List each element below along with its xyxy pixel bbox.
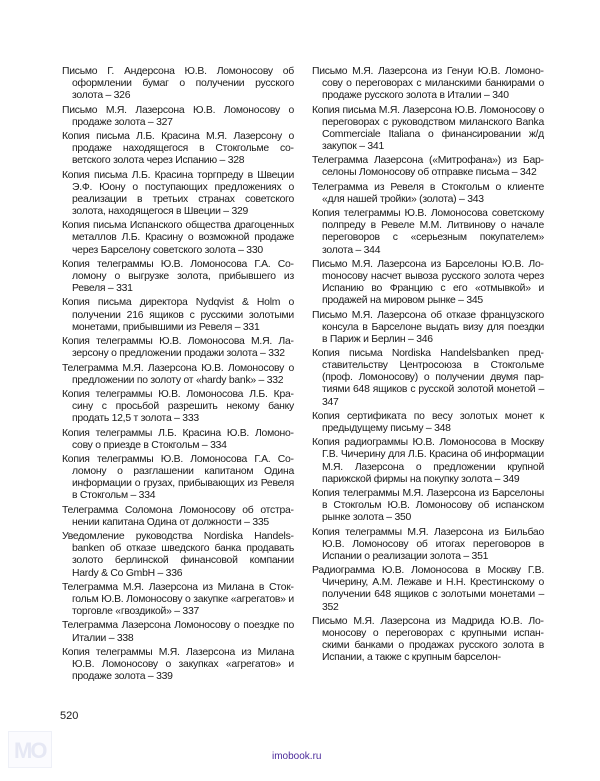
index-entry: Телеграмма Лазерсона («Митрофана») из Барселоны Ломоносову об отправке письма – 342 xyxy=(312,155,544,179)
index-entry: Телеграмма М.Я. Лазерсона из Милана в Стокгольм Ю.В. Ломоносову о закупке «агрегатов» и торговле «гвоздикой» – 337 xyxy=(62,581,294,618)
index-entry: Письмо Г. Андерсона Ю.В. Ломоносову об оформлении бумаг о получении русского золота – 326 xyxy=(62,66,294,102)
index-entry: Копия сертификата по весу золотых монет к предыдущему письму – 348 xyxy=(312,410,544,434)
index-entry: Письмо М.Я. Лазерсона из Барселоны Ю.В. Лоmоносову насчет вывоза русского золота через Испанию во Францию с его «отмывкой» и продажей на мировом рынке – 345 xyxy=(312,258,544,307)
index-entry: Копия телеграммы Ю.В. Ломоносова М.Я. Лазерсону о предложении продажи золота – 332 xyxy=(62,336,294,360)
footer-site-link[interactable]: imobook.ru xyxy=(272,751,322,762)
index-entry: Копия телеграммы М.Я. Лазерсона из Барселоны в Стокгольм Ю.В. Ломоносову об испанском рынке золота – 350 xyxy=(312,488,544,524)
index-entry: Телеграмма Лазерсона Ломоносову о поездке по Италии – 338 xyxy=(62,620,294,644)
index-entry: Копия письма Nordiska Handelsbanken представительству Центросоюза в Стокгольме (проф. Ломоносову) о получении двумя партиями 648 ящиков с русской золотой монетой – 347 xyxy=(312,348,544,408)
left-column xyxy=(62,66,294,686)
watermark-logo: МО xyxy=(8,731,52,768)
index-entry: Уведомление руководства Nordiska Handelsbanken об отказе шведского банка продавать золото берлинской финансовой компании Hardy & Co GmbH – 336 xyxy=(62,531,294,579)
index-entry: Копия письма Л.Б. Красина торгпреду в Швеции Э.Ф. Юону о поступающих предложениях о реализации в третьих странах советского золота, находящегося в Швеции – 329 xyxy=(62,169,294,217)
index-entry: Копия письма Л.Б. Красина М.Я. Лазерсону о продаже находящегося в Стокгольме советского золота через Испанию – 328 xyxy=(62,131,294,167)
index-entry: Копия телеграммы М.Я. Лазерсона из Милана Ю.В. Ломоносову о закупках «агрегатов» и продаже золота – 339 xyxy=(62,646,294,683)
index-entry: Копия письма Испанского общества драгоценных металлов Л.Б. Красину о возможной продаже через Барселону советского золота – 330 xyxy=(62,220,294,256)
index-entry: Телеграмма Соломона Ломоносову об отстранении капитана Одина от должности – 335 xyxy=(62,504,294,528)
index-entry: Письмо М.Я. Лазерсона Ю.В. Ломоносову о продаже золота – 327 xyxy=(62,104,294,128)
page-number: 520 xyxy=(60,710,79,722)
index-entry: Телеграмма М.Я. Лазерсона Ю.В. Ломоносову о предложении по золоту от «hardy bank» – 332 xyxy=(62,362,294,386)
index-entry: Письмо М.Я. Лазерсона из Генуи Ю.В. Ломоносову о переговорах с миланскими банкирами о продаже русского золота в Италии – 340 xyxy=(312,66,544,102)
right-column xyxy=(312,66,544,667)
index-entry: Телеграмма из Ревеля в Стокгольм о клиенте «для нашей тройки» (золота) – 343 xyxy=(312,181,544,205)
index-entry: Копия письма М.Я. Лазерсона Ю.В. Ломоносову о переговорах с руководством миланского Banka Commerciale Italiana о финансировании ж/д закупок – 341 xyxy=(312,104,544,152)
index-entry: Копия телеграммы Ю.В. Ломоносова советскому полпреду в Ревеле М.М. Литвинову о начале переговоров с «серьезным покупателем» золота – 344 xyxy=(312,208,544,256)
index-entry: Письмо М.Я. Лазерсона об отказе французского консула в Барселоне выдать визу для поездки в Париж и Берлин – 346 xyxy=(312,309,544,345)
index-entry: Копия телеграммы Ю.В. Ломоносова Г.А. Соломону о разглашении капитаном Одина информации о грузах, прибывающих из Ревеля в Стокгольм – 334 xyxy=(62,454,294,502)
index-entry: Письмо М.Я. Лазерсона из Мадрида Ю.В. Ломоносову о переговорах с крупными испанскими банками о продажах русского золота в Испании, а также с крупным барселон- xyxy=(312,615,544,664)
index-entry: Копия телеграммы Л.Б. Красина Ю.В. Ломоносову о приезде в Стокгольм – 334 xyxy=(62,427,294,451)
index-entry: Копия телеграммы М.Я. Лазерсона из Бильбао Ю.В. Ломоносову об итогах переговоров в Испании о реализации золота – 351 xyxy=(312,526,544,562)
index-entry: Копия телеграммы Ю.В. Ломоносова Л.Б. Красину с просьбой разрешить некому банку продать 12,5 т золота – 333 xyxy=(62,389,294,425)
index-entry: Копия телеграммы Ю.В. Ломоносова Г.А. Соломону о выгрузке золота, прибывшего из Ревеля – 331 xyxy=(62,258,294,295)
index-entry: Радиограмма Ю.В. Ломоносова в Москву Г.В. Чичерину, А.М. Лежаве и Н.Н. Крестинскому о получении 648 ящиков с золотыми монетами – 352 xyxy=(312,565,544,613)
index-entry: Копия письма директора Nydqvist & Holm о получении 216 ящиков с русскими золотыми монетами, прибывшими из Ревеля – 331 xyxy=(62,297,294,333)
index-entry: Копия радиограммы Ю.В. Ломоносова в Москву Г.В. Чичерину для Л.Б. Красина об информации М.Я. Лазерсона о предложении крупной парижской фирмы на покупку золота – 349 xyxy=(312,437,544,485)
